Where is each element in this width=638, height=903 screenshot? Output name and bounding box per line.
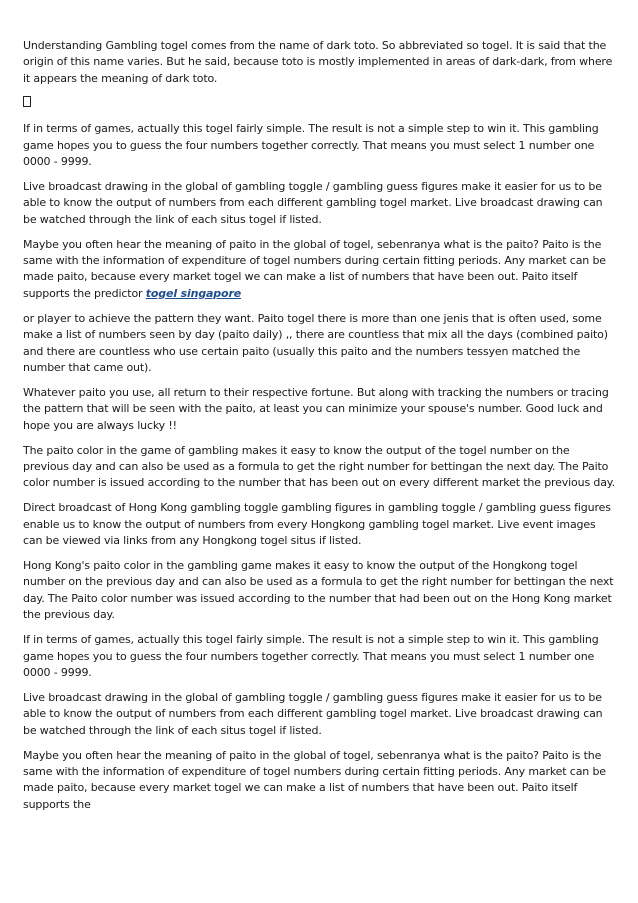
paragraph-paito-fortune: Whatever paito you use, all return to their respective fortune. But along with tracking the numbers or tracing the pattern that will be seen with the paito, at least you can minimize your spouse's number. Good luck and hope you are always lucky !! (23, 385, 609, 432)
paragraph-hongkong-paito: Hong Kong's paito color in the gambling game makes it easy to know the output of the Hongkong togel number on the previous day and can also be used as a formula to get the right number for bettingan the next day. The Paito color number was issued according to the number that had been out on the Hong Kong market the previous day. (23, 558, 614, 622)
paragraph-live-broadcast-repeat: Live broadcast drawing in the global of gambling toggle / gambling guess figures make it easier for us to be able to know the output of numbers from each different gambling togel market. Live broadcast drawing can be watched through the link of each situs togel if listed. (23, 690, 603, 737)
paragraph-paito-meaning-repeat: Maybe you often hear the meaning of paito in the global of togel, sebenranya what is the paito? Paito is the same with the information of expenditure of togel numbers during certain fitting periods. Any market can be made paito, because every market togel we can make a list of numbers that have been out. Paito itself supports the (23, 748, 606, 811)
paragraph-intro: Understanding Gambling togel comes from the name of dark toto. So abbreviated so togel. It is said that the origin of this name varies. But he said, because toto is mostly implemented in areas of dark-dark, from where it appears the meaning of dark toto. (23, 39, 613, 85)
missing-glyph-icon (23, 96, 618, 121)
paragraph-live-broadcast: Live broadcast drawing in the global of gambling toggle / gambling guess figures make it easier for us to be able to know the output of numbers from each different gambling togel market. Live broadcast drawing can be watched through the link of each situs togel if listed. (23, 179, 603, 226)
paragraph-games-repeat: If in terms of games, actually this togel fairly simple. The result is not a simple step to win it. This gambling game hopes you to guess the four numbers together correctly. That means you must select 1 number one 0000 - 9999. (23, 633, 599, 679)
togel-singapore-link[interactable]: togel singapore (145, 286, 242, 300)
paragraph-hongkong-broadcast: Direct broadcast of Hong Kong gambling toggle gambling figures in gambling toggle / gambling guess figures enable us to know the output of numbers from every Hongkong gambling togel market. Live event images can be viewed via links from any Hongkong togel situs if listed. (23, 501, 611, 548)
paragraph-paito-meaning-text: Maybe you often hear the meaning of paito in the global of togel, sebenranya what is the paito? Paito is the same with the information of expenditure of togel numbers during certain fitting periods. Any market can be made paito, because every market togel we can make a list of numbers that have been out. Paito itself supports the predictor (23, 237, 606, 300)
paragraph-paito-color: The paito color in the game of gambling makes it easy to know the output of the togel number on the previous day and can also be used as a formula to get the right number for bettingan the next day. The Paito color number is issued according to the number that has been out on every different market the previous day. (23, 443, 615, 490)
paragraph-paito-pattern: or player to achieve the pattern they want. Paito togel there is more than one jenis that is often used, some make a list of numbers seen by day (paito daily) ,, there are countless that mix all the days (combined paito) and there are countless who use certain paito (usually this paito and the numbers tessyen matched the number that came out). (23, 311, 608, 374)
paragraph-paito-meaning (23, 237, 618, 303)
paragraph-games: If in terms of games, actually this togel fairly simple. The result is not a simple step to win it. This gambling game hopes you to guess the four numbers together correctly. That means you must select 1 number one 0000 - 9999. (23, 122, 599, 168)
